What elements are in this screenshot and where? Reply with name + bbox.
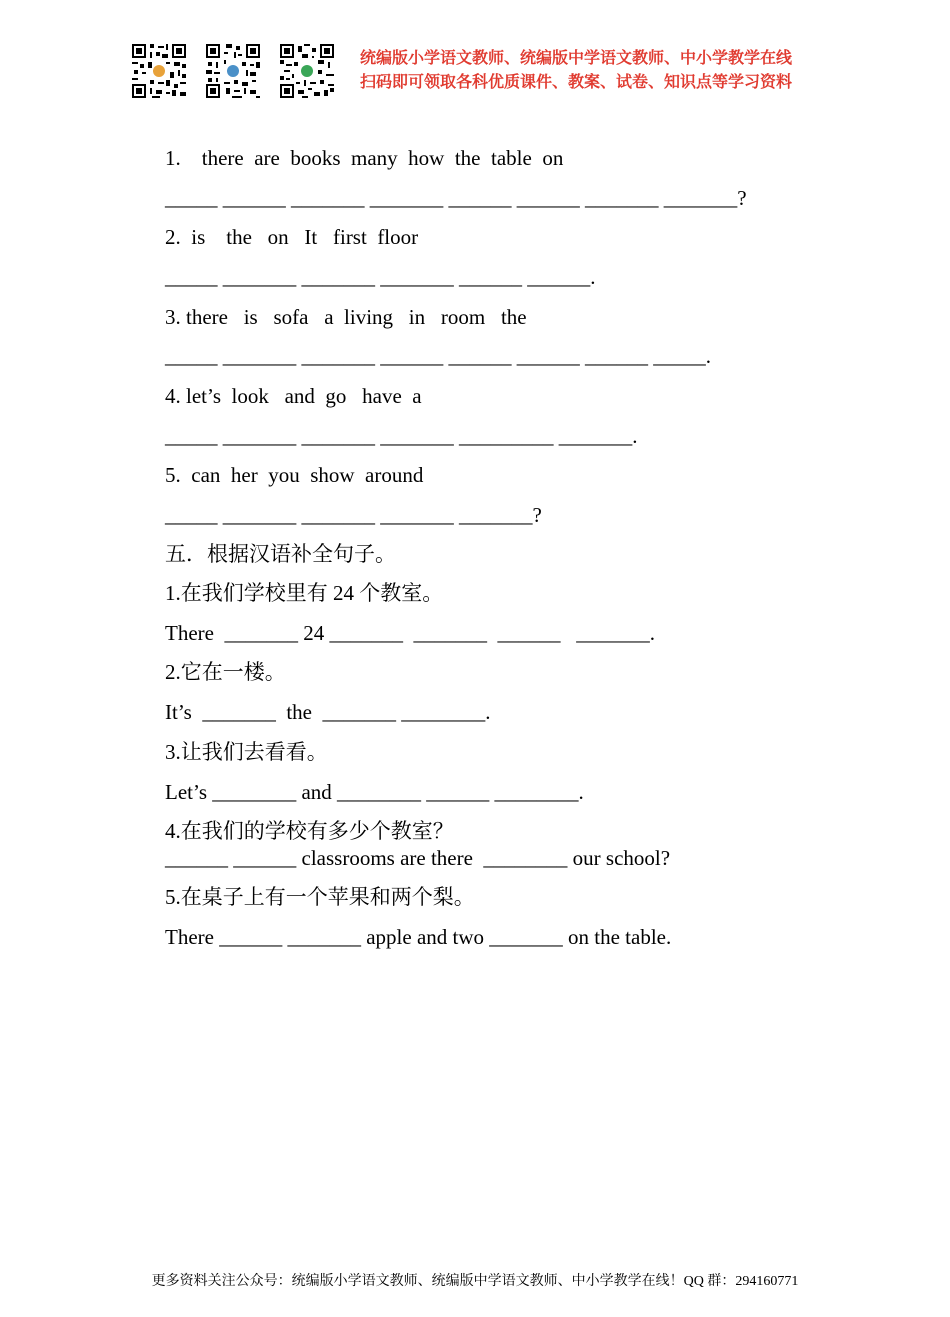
q4-2-blanks: _____ _______ _______ _______ ______ ______. (165, 265, 596, 289)
qr-code-icon (130, 42, 188, 100)
q4-3-words: 3. there is sofa a living in room the (165, 305, 527, 329)
qr-code-icon (278, 42, 336, 100)
q5-5-english: There ______ _______ apple and two _______ on the table. (165, 925, 672, 949)
q5-2-english: It’s _______ the _______ ________. (165, 700, 491, 724)
q5-4-english: ______ ______ classrooms are there ________ our school? (165, 846, 671, 870)
q4-2-words: 2. is the on It first floor (165, 225, 419, 249)
q4-1-words: 1. there are books many how the table on (165, 146, 564, 170)
q4-1-blanks: _____ ______ _______ _______ ______ ______ _______ _______? (165, 186, 747, 210)
q4-4-words: 4. let’s look and go have a (165, 384, 422, 408)
q5-5-chinese: 5.在桌子上有一个苹果和两个梨。 (165, 885, 475, 909)
q5-2-chinese: 2.它在一楼。 (165, 660, 286, 684)
section-5-title: 五．根据汉语补全句子。 (165, 542, 396, 566)
footer-note: 更多资料关注公众号：统编版小学语文教师、统编版中学语文教师、中小学教学在线！QQ 群：294160771 (151, 1274, 799, 1289)
qr-code-icon (204, 42, 262, 100)
q4-4-blanks: _____ _______ _______ _______ _________ _______. (165, 424, 638, 448)
q4-5-blanks: _____ _______ _______ _______ _______? (165, 503, 542, 527)
q5-4-chinese: 4.在我们的学校有多少个教室？ (165, 819, 454, 843)
banner-line-2: 扫码即可领取各科优质课件、教案、试卷、知识点等学习资料 (360, 72, 793, 91)
q5-1-english: There _______ 24 _______ _______ ______ _______. (165, 621, 655, 645)
q5-3-english: Let’s ________ and ________ ______ ________. (165, 780, 584, 804)
banner-line-1: 统编版小学语文教师、统编版中学语文教师、中小学教学在线 (360, 48, 793, 67)
q5-1-chinese: 1.在我们学校里有 24 个教室。 (165, 581, 444, 605)
q4-5-words: 5. can her you show around (165, 463, 424, 487)
q4-3-blanks: _____ _______ _______ ______ ______ ______ ______ _____. (165, 344, 711, 368)
header (130, 40, 830, 104)
header-banner (360, 46, 830, 94)
q5-3-chinese: 3.让我们去看看。 (165, 740, 328, 764)
